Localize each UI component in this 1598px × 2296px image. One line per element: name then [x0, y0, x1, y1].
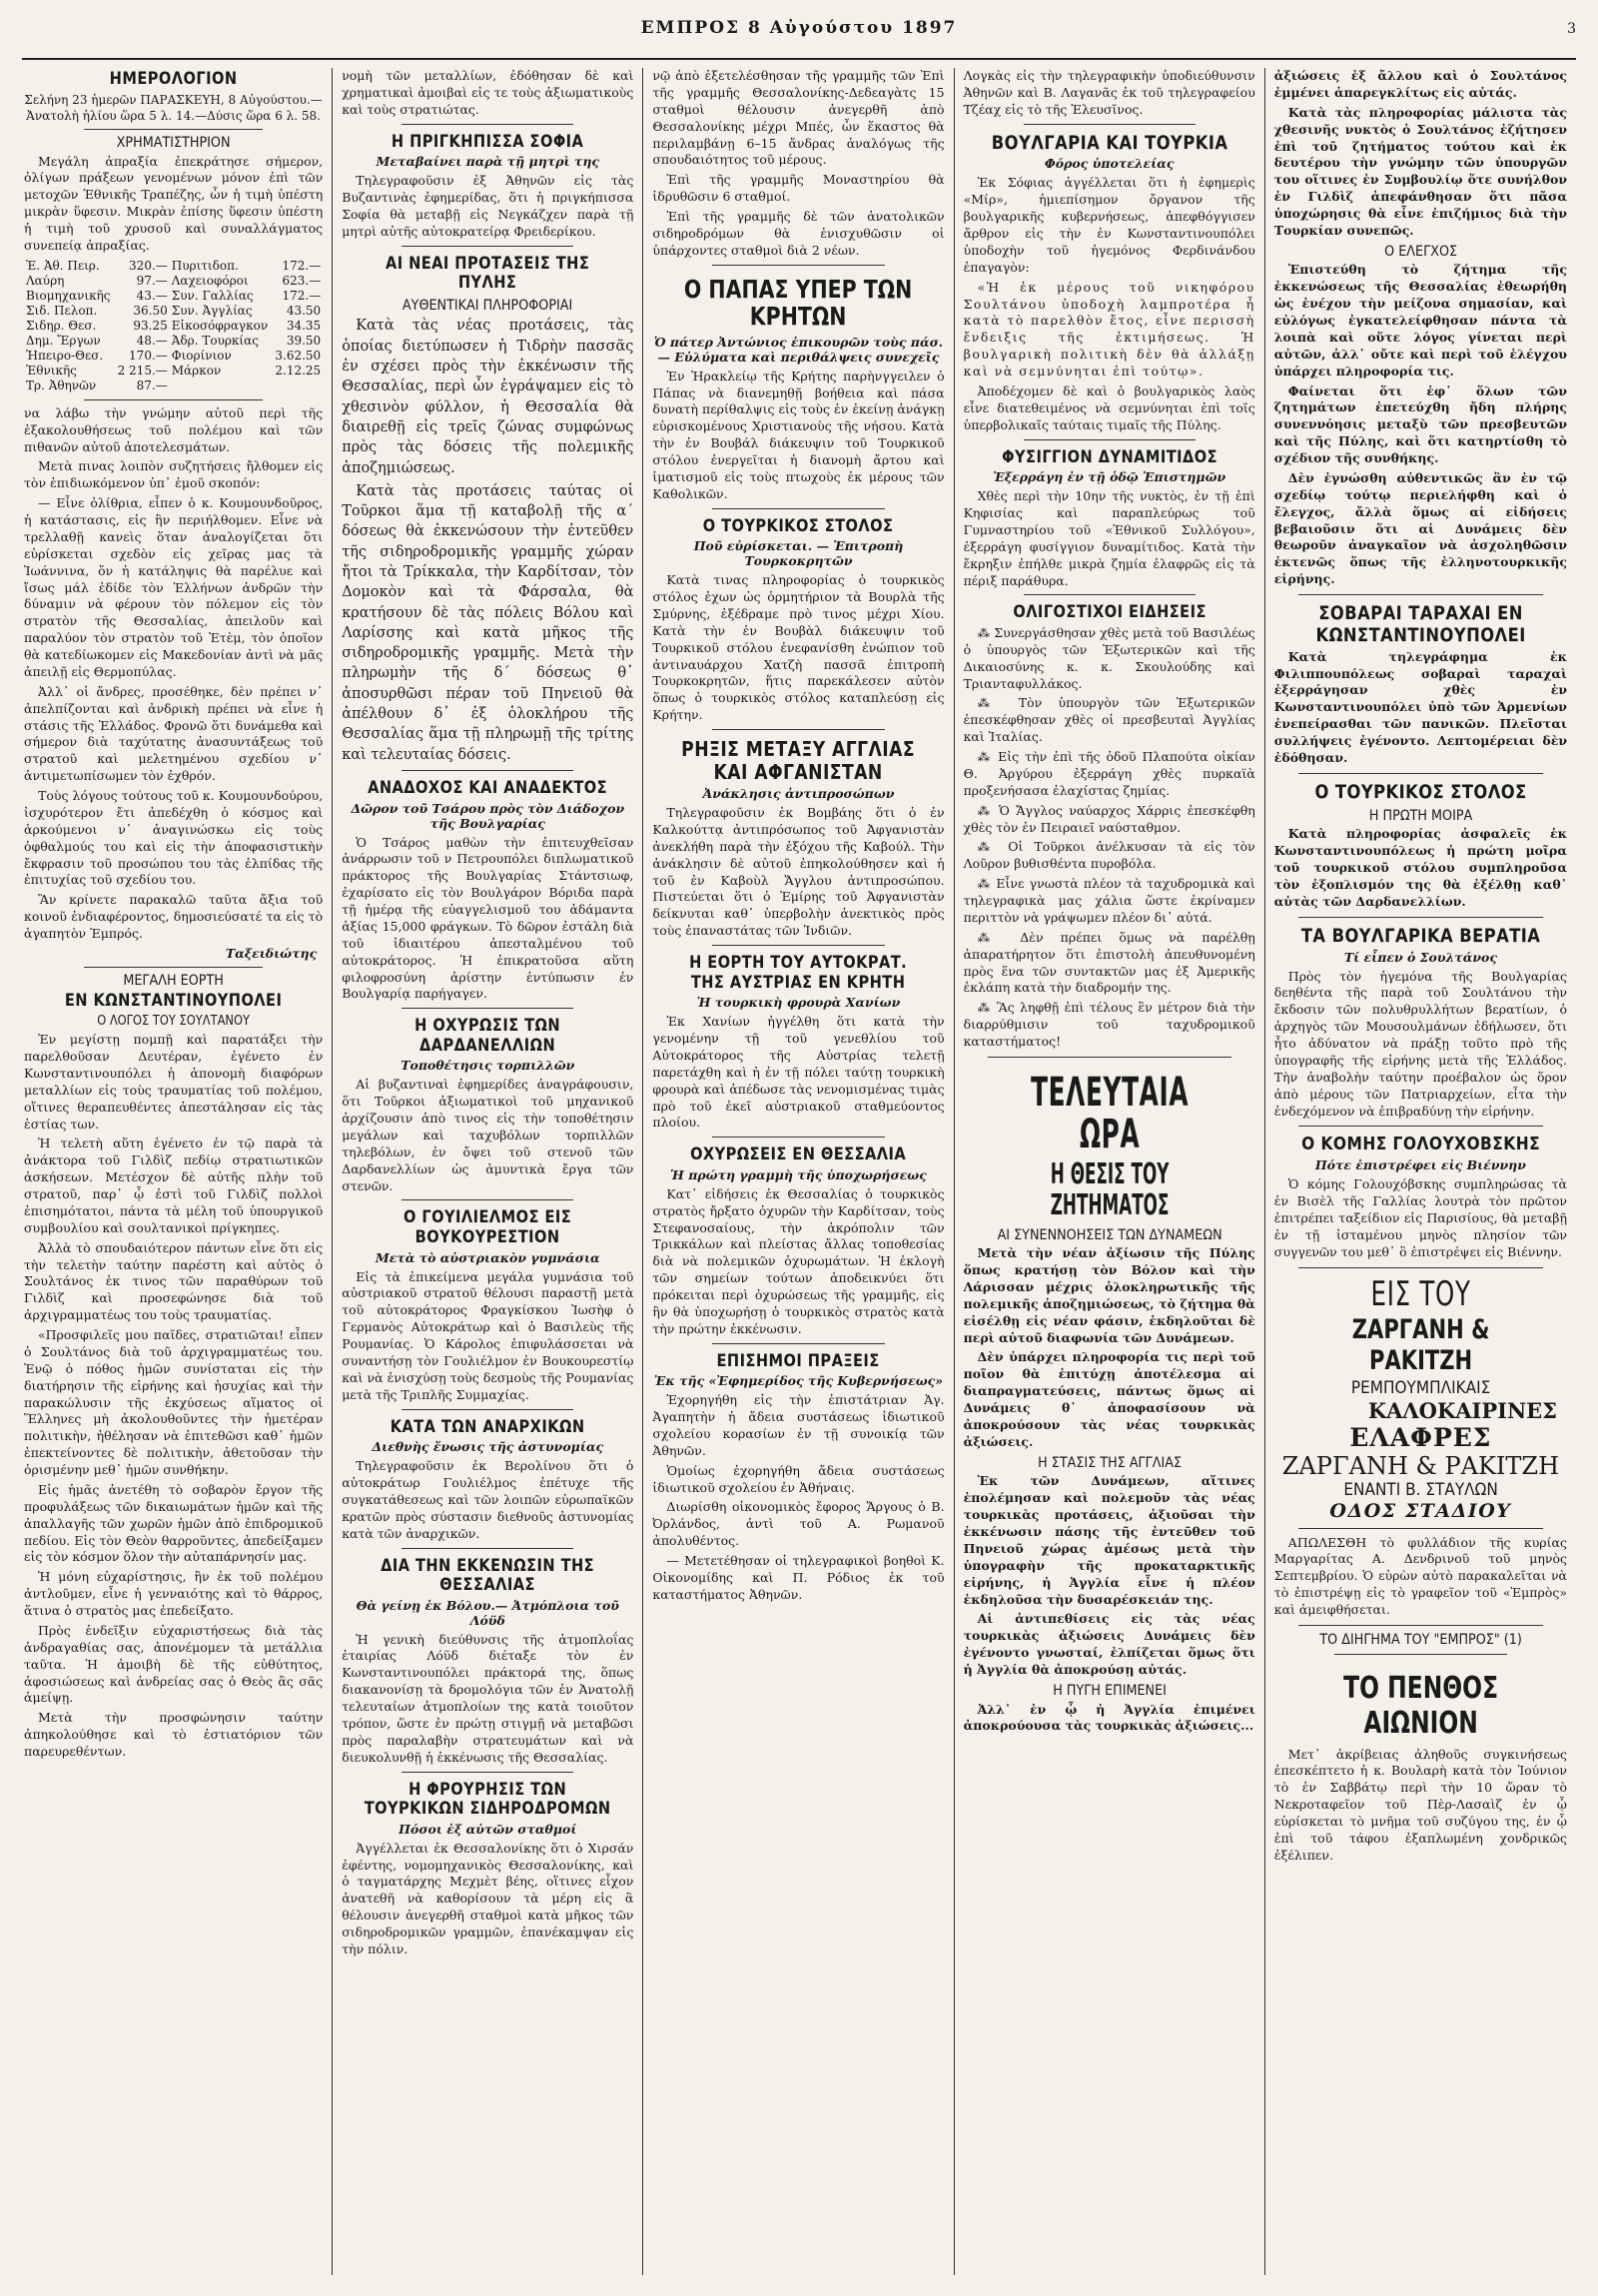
market-price: 3.62.50 [275, 348, 322, 363]
article-text: Ἀλλὰ τὸ σπουδαιότερον πάντων εἶνε ὅτι εἰς τὴν τελετὴν ταύτην παρέστη καὶ αὐτὸς ὁ Σουλτάνος ἐκ τινος τῶν παραθύρων τοῦ Γιλδὶζ καὶ προσεφώνησε διὰ τοῦ ἀρχιγραμματέως του τοὺς τραυματίας. [24, 1239, 324, 1323]
masthead [22, 18, 1576, 60]
proposals-subheading: ΑΥΘΕΝΤΙΚΑΙ ΠΛΗΡΟΦΟΡΙΑΙ [402, 297, 573, 314]
market-price: 170.— [129, 348, 168, 363]
market-price: 2.12.25 [275, 363, 322, 378]
article-text: «Ἡ ἐκ μέρους τοῦ νικηφόρου Σουλτάνου ὑποδοχὴ λαμπροτέρα ἦ κατὰ τὸ παρελθὸν ἔτος, εἶνε περισσὴ ἔνδειξις τῆς ἐκτιμήσεως. Ἡ βουλγαρικὴ πολιτικὴ δὲν θὰ ἀλλάξῃ καὶ νὰ σεμνύνηται ἐπὶ τούτῳ». [963, 279, 1255, 380]
market-price: 34.35 [286, 318, 322, 333]
divider [1334, 1654, 1507, 1655]
dardanelles-subheading: Τοποθέτησις τορπιλλῶν [400, 1058, 575, 1074]
article-text: Κατὰ τὰς προτάσεις ταύτας οἱ Τοῦρκοι ἅμα τῇ καταβολῇ τῆς α΄ δόσεως θὰ ἐκκενώσουν τὴν ἐντεῦθεν τῆς σιδηροδρομικῆς γραμμῆς χώραν ἤτοι τὰ Τρίκκαλα, τὴν Καρδίτσαν, τὸν Δομοκὸν καὶ τὰ Φάρσαλα, θὰ κρατήσουν δὲ τὰς πόλεις Βόλου καὶ Λαρίσσης καὶ κατὰ μῆκος τῆς σιδηροδρομικῆς γραμμῆς. Μετὰ τὴν πληρωμὴν τῆς δ΄ δόσεως θ᾽ ἀποσυρθῶσι πέραν τοῦ Πηνειοῦ θὰ ἀπέλθουν δ᾽ ἐξ ὁλοκλήρου τῆς Θεσσαλίας ἅμα τῇ πληρωμῇ τῆς τρίτης καὶ τελευταίας δόσεις. [342, 482, 634, 763]
brief-item: ⁂ Εἶνε γνωστὰ πλέον τὰ ταχυδρομικὰ καὶ τηλεγραφικὰ μας χάλια ὥστε ἐκρίναμεν περιττὸν νὰ γράψωμεν πλέον δι᾽ αὐτά. [963, 876, 1255, 925]
market-security [170, 379, 273, 393]
lost-notice: ΑΠΩΛΕΣΘΗ τὸ φυλλάδιον τῆς κυρίας Μαργαρίτας Α. Δενδρινοῦ τοῦ μηνὸς Σεπτεμβρίου. Ὁ εὑρὼν αὐτὸ παρακαλεῖται νὰ τὸ ἐπιστρέψῃ εἰς τὸ γραφεῖον τοῦ «Ἐμπρὸς» καὶ ἀμειφθήσεται. [1273, 1534, 1567, 1618]
market-security: Μάρκον [171, 363, 222, 378]
last-hour-subheading: Η ΘΕΣΙΣ ΤΟΥ ΖΗΤΗΜΑΤΟΣ [1050, 1156, 1170, 1221]
divider [84, 967, 263, 968]
ad-shop-name: ΖΑΡΓΑΝΗ & ΡΑΚΙΤΖΗ [1281, 1451, 1559, 1480]
brief-item: ⁂ Δὲν πρέπει ὅμως νὰ παρέλθῃ ἀπαρατήρητον ὅτι ἐπιστολὴ ἀπευθυνομένη πρὸς ἕνα τῶν συντακτῶν μας ἐξ Ἀμερικῆς ἐκλάπη κατὰ τὴν διαδρομήν της. [963, 929, 1255, 996]
brief-item: ⁂ Συνεργάσθησαν χθὲς μετὰ τοῦ Βασιλέως ὁ ὑπουργὸς τῶν Ἐξωτερικῶν καὶ τῆς Δικαιοσύνης κ. κ. Σκουλούδης καὶ Τριανταφυλλάκος. [963, 624, 1255, 691]
market-security: Τρ. Ἀθηνῶν [26, 378, 97, 392]
anarchists-subheading: Διεθνὴς ἔνωσις τῆς ἀστυνομίας [372, 1439, 604, 1455]
market-security: Σιδηρ. Θεσ. [26, 318, 97, 333]
article-text: Χθὲς περὶ τὴν 10ην τῆς νυκτὸς, ἐν τῇ ἐπὶ Κηφισίας καὶ παραπλεύρως τοῦ Γυμναστηρίου τοῦ «Ἐθνικοῦ Συλλόγου», ἐξερράγη φυσίγγιον δυναμίτιδος. Κατὰ τὴν ἔκρηξιν ἐπήλθε μικρὰ ζημία ἐλαφρῶς εἰς τὰ πέριξ παράθυρα. [963, 488, 1255, 588]
divider [1024, 124, 1196, 125]
brief-item: ⁂ Τὸν ὑπουργὸν τῶν Ἐξωτερικῶν ἐπεσκέφθησαν χθὲς οἱ πρεσβευταὶ Ἀγγλίας καὶ Ἰταλίας. [963, 695, 1255, 745]
market-security: Λαύρη [26, 273, 65, 288]
market-price: 623.— [282, 273, 322, 288]
market-security: Φιορίνιον [171, 348, 232, 363]
afghanistan-heading: ΡΗΞΙΣ ΜΕΤΑΞΥ ΑΓΓΛΙΑΣ ΚΑΙ ΑΦΓΑΝΙΣΤΑΝ [681, 737, 916, 785]
calendar-heading: ΗΜΕΡΟΛΟΓΙΟΝ [109, 69, 238, 89]
afghanistan-subheading: Ἀνάκλησις ἀντιπροσώπων [702, 786, 895, 802]
market-price: 2 215.— [117, 363, 168, 378]
official-acts-heading: ΕΠΙΣΗΜΟΙ ΠΡΑΞΕΙΣ [716, 1350, 881, 1371]
railways-heading: Η ΦΡΟΥΡΗΣΙΣ ΤΩΝ ΤΟΥΡΚΙΚΩΝ ΣΙΔΗΡΟΔΡΟΜΩΝ [364, 1779, 611, 1820]
article-text: Τηλεγραφοῦσιν ἐξ Ἀθηνῶν εἰς τὰς Βυζαντινὰς ἐφημερίδας, ὅτι ἡ πριγκήπισσα Σοφία θὰ μεταβῇ εἰς Νεγκάζχεν παρὰ τῇ μητρὶ αὐτῆς αὐτοκρατείρᾳ Φρειδερίκου. [342, 173, 634, 239]
market-row [24, 274, 323, 289]
divider [401, 1772, 573, 1773]
market-price: 172.— [282, 258, 322, 273]
market-row [24, 319, 323, 334]
berats-subheading: Τί εἶπεν ὁ Σουλτάνος [1343, 949, 1497, 965]
column-4 [955, 68, 1265, 2275]
calendar-text: Σελήνη 23 ἡμερῶν ΠΑΡΑΣΚΕΥΗ, 8 Αὐγούστου.—Ἀνατολὴ ἡλίου ὥρα 5 λ. 14.—Δύσις ὥρα 6 λ. 58. [24, 92, 323, 123]
article-text: Κατὰ τὰς νέας προτάσεις, τὰς ὁποίας διετύπωσεν ἡ Τιδρὴν πασσᾶς ἐν σχέσει πρὸς τὴν ἐκκένωσιν τῆς Θεσσαλίας, περὶ ὧν ἐγράψαμεν εἰς τὸ χθεσινὸν φύλλον, ἡ Θεσσαλία θὰ διαιρεθῇ εἰς τρεῖς ζώνας συμφώνως πρὸς τὰς δόσεις τῆς πολεμικῆς ἀποζημιώσεως. [342, 318, 634, 476]
last-hour-heading: ΤΕΛΕΥΤΑΙΑ ΩΡΑ [1030, 1069, 1189, 1157]
market-price: 43.— [136, 288, 168, 303]
market-security: Συν. Γαλλίας [171, 288, 254, 303]
article-text: Ὁ κόμης Γολουχόβσκης συμπληρώσας τὰ ἐν Βισὲλ τῆς Γαλλίας λουτρὰ τὸν πρῶτον ἐπιτρέπει ταξείδιον εἰς Παρισίους, θὰ μεταβῇ ἐν τῇ ἰσταμένου μηνὸς πλησίον τῶν συγγενῶν του μεθ᾽ ὃ ἐπιστρέψει εἰς Βιέννην. [1273, 1176, 1567, 1259]
article-text: νῷ ἀπὸ ἐξετελέσθησαν τῆς γραμμῆς τῶν Ἐπὶ τῆς γραμμῆς Θεσσαλονίκης-Δεδεαγὰτς 15 σταθμοὶ θέλουσιν ἀνεγερθῆ ἀπὸ Θεσσαλονίκης μέχρι Μπές, ὧν ἕκαστος θὰ περιλαμβάνῃ 6–15 ἄνδρας ἀναλόγως τῆς σπουδαιότητος τοῦ μέρους. [652, 68, 945, 168]
ad-line: ΕΝΑΝΤΙ Β. ΣΤΑΥΛΩΝ [1343, 1479, 1498, 1500]
divider [1298, 594, 1543, 595]
sofia-subheading: Μεταβαίνει παρὰ τῇ μητρὶ της [376, 154, 600, 170]
fleet-heading: Ο ΤΟΥΡΚΙΚΟΣ ΣΤΟΛΟΣ [703, 515, 894, 536]
divider [1298, 1625, 1543, 1626]
divider [1298, 917, 1543, 918]
article-text: Δὲν ἐγνώσθη αὐθεντικῶς ἂν ἐν τῷ σχεδίῳ τούτῳ περιελήφθη καὶ ὁ ἔλεγχος, ἄλλὰ ὅμως αἱ εἰδήσεις βεβαιοῦσιν ὅτι αἱ Δυνάμεις δὲν θεωροῦν ἀναγκαῖον νὰ ἀσχοληθῶσιν ἐκτενῶς ὅπως τῆς ἐλληνοτουρκικῆς εἰρήνης. [1273, 469, 1567, 587]
divider [712, 729, 884, 730]
column-2 [333, 68, 643, 2275]
market-security: Ἐ. Ἀθ. Πειρ. [26, 258, 100, 273]
ad-line: ΚΑΛΟΚΑΙΡΙΝΕΣ [1367, 1397, 1557, 1423]
wilhelm-subheading: Μετὰ τὸ αὐστριακὸν γυμνάσια [375, 1249, 600, 1265]
article-text: Ἂν κρίνετε παρακαλῶ ταῦτα ἄξια τοῦ κοινοῦ ἐνδιαφέροντος, δημοσιεύσατέ τα εἰς τὸ ἀγαπητὸν Ἐμπρός. [24, 892, 324, 942]
divider [84, 129, 263, 130]
page-number: 3 [1567, 21, 1576, 37]
ad-line: ΕΛΑΦΡΕΣ [1349, 1422, 1492, 1452]
brief-item: ⁂ Ὁ Ἄγγλος ναύαρχος Χάρρις ἐπεσκέφθη χθὲς τὸν ἐν Πειραιεῖ ναύσταθμον. [963, 802, 1255, 835]
article-text: Εἰς τὰ ἐπικείμενα μεγάλα γυμνάσια τοῦ αὐστριακοῦ στρατοῦ θέλουσι παραστῇ μετὰ τοῦ αὐτοκράτορος Φραγκίσκου Ἰωσὴφ ὁ Γερμανὸς Αὐτοκράτωρ καὶ ὁ Βασιλεὺς τῆς Ρουμανίας. Ὁ Κάρολος ἐπιφυλάσσεται νὰ συναντήσῃ τὸν Γουλιέλμον ἐν Βουκουρεστίῳ καὶ νὰ ἐνισχύσῃ τοὺς δεσμοὺς τῆς Ρουμανίας μετὰ τῆς Τριπλῆς Συμμαχίας. [342, 1268, 634, 1402]
market-price: 43.50 [286, 303, 322, 318]
market-price: 320.— [129, 258, 168, 273]
article-text: Ἐχορηγήθη εἰς τὴν ἐπιστάτριαν Ἀγ. Ἀγαπητὴν ἡ ἄδεια συστάσεως ἰδιωτικοῦ σχολείου κορασίων ἐν τῇ συνοικίᾳ τῶν Ἀθηνῶν. [652, 1392, 945, 1458]
market-row [24, 259, 323, 274]
market-table [24, 259, 323, 393]
masthead-title: ΕΜΠΡΟΣ 8 Αὐγούστου 1897 [640, 18, 958, 38]
divider [84, 399, 263, 400]
columns [22, 68, 1576, 2275]
evacuation-heading: ΔΙΑ ΤΗΝ ΕΚΚΕΝΩΣΙΝ ΤΗΣ ΘΕΣΣΑΛΙΑΣ [381, 1555, 595, 1596]
article-text: Ἐν μεγίστῃ πομπῇ καὶ παρατάξει τὴν παρελθοῦσαν Δευτέραν, ἐγένετο ἐν Κωνσταντινουπόλει ἡ ἀπονομὴ διαφόρων μεταλλίων εἰς τοὺς τραυματίας τοῦ πολέμου, οἵτινες θεραπευθέντες ἀπεστάλησαν εἰς τὰς ἑστίας των. [24, 1032, 324, 1132]
market-price: 97.— [136, 273, 168, 288]
article-text: Ἐκ Χανίων ἠγγέλθη ὅτι κατὰ τὴν γενομένην τῇ τοῦ γενεθλίου τοῦ Αὐτοκράτορος τῆς Αὐστρίας τελετῇ παρετάχθη καὶ ἡ ἐν τῇ πόλει ταύτῃ τουρκικὴ φρουρὰ καὶ ἀπέδωσε τὰς νενομισμένας τιμὰς πρὸ τοῦ ἐκεῖ αὐστριακοῦ σταθμεύοντος πλοίου. [652, 1014, 945, 1131]
market-price: 48.— [136, 333, 168, 348]
divider [712, 508, 884, 509]
article-text: Φαίνεται ὅτι ἐφ᾽ ὅλων τῶν ζητημάτων ἐπετεύχθη ἤδη πλήρης συνεννόησις μεταξὺ τῶν πρεσβευτῶν καὶ τῆς Πύλης, καὶ ὅτι κατηρτίσθη τὸ σχέδιον τῆς συνθήκης. [1273, 383, 1567, 466]
article-text: νομὴ τῶν μεταλλίων, ἐδόθησαν δὲ καὶ χρηματικαὶ ἀμοιβαὶ εἰς τε τοὺς ἀξιωματικοὺς καὶ τοὺς στρατιώτας. [342, 68, 634, 117]
divider [988, 1057, 1231, 1058]
pope-heading: Ο ΠΑΠΑΣ ΥΠΕΡ ΤΩΝ ΚΡΗΤΩΝ [684, 274, 913, 332]
brief-item: ⁂ Ἂς ληφθῇ ἐπὶ τέλους ἓν μέτρον διὰ τὴν διαρρύθμισιν τοῦ ταχυδρομικοῦ καταστήματος! [963, 1000, 1255, 1050]
last-hour-small-heading: ΑΙ ΣΥΝΕΝΝΟΗΣΕΙΣ ΤΩΝ ΔΥΝΑΜΕΩΝ [997, 1226, 1222, 1243]
divider [401, 1008, 573, 1009]
column-5 [1265, 68, 1576, 2275]
article-text: Ἀγγέλλεται ἐκ Θεσσαλονίκης ὅτι ὁ Χιρσάν ἐφέντης, νομομηχανικὸς Θεσσαλονίκης, καὶ ὁ ταγματάρχης Μεχμὲτ βέης, οἵτινες εἶχον ἀνατεθῆ νὰ καθορίσουν τὰ μέρη εἰς ἃ θέλουσιν ἀνεγερθῆ σταθμοὶ κατὰ μῆκος τῶν σιδηροδρομικῶν γραμμῶν, ἐπανέκαμψαν εἰς τὴν πόλιν. [342, 1840, 634, 1956]
market-row [24, 379, 323, 393]
divider [401, 246, 573, 247]
dynamite-heading: ΦΥΣΙΓΓΙΟΝ ΔΥΝΑΜΙΤΙΔΟΣ [1001, 446, 1217, 467]
column-1 [22, 68, 333, 2275]
article-byline: Ταξειδιώτης [225, 945, 318, 961]
story-heading: ΤΟ ΔΙΗΓΗΜΑ ΤΟΥ "ΕΜΠΡΟΣ" (1) [1319, 1631, 1522, 1648]
official-acts-subheading: Ἐκ τῆς «Ἐφημερίδος τῆς Κυβερνήσεως» [653, 1373, 944, 1389]
article-text: Ἀποδέχομεν δὲ καὶ ὁ βουλγαρικὸς λαὸς εἶνε διατεθειμένος νὰ σεμνύνηται ἐπὶ τοῖς ὑπερβολικαῖς ταύταις τιμαῖς τῆς Πύλης. [963, 383, 1255, 432]
porte-heading: Η ΠΥΓΗ ΕΠΙΜΕΝΕΙ [1052, 1682, 1167, 1699]
ad-address: ΟΔΟΣ ΣΤΑΔΙΟΥ [1329, 1499, 1512, 1522]
article-text: Ὁ Τσάρος μαθὼν τὴν ἐπιτευχθεῖσαν ἀνάρρωσιν τοῦ ν Πετρουπόλει διπλωματικοῦ πράκτορος τῆς Βουλγαρίας Στάντσιωφ, ἐχαρίσατο εἰς τὸν Βουλγάρον Βόριδα παρὰ τῇ ἡμέρᾳ τῆς εὐαγγελισμοῦ του ἀδάμαντα ἀξίας 15,000 φράγκων. Τὸ δῶρον ἐστάλη διὰ τοῦ ἰδιαιτέρου ἀπεσταλμένου τοῦ αὐτοκράτορος. Ἡ ἐπικρατοῦσα αὕτη φιλοφροσύνη ἀρίστην ἐντύπωσιν ἐν Βουλγαρίᾳ παρήγαγεν. [342, 834, 634, 1002]
article-text: ἀξιώσεις ἐξ ἄλλου καὶ ὁ Σουλτάνος ἐμμένει ἀπαρεγκλίτως εἰς αὐτάς. [1273, 68, 1567, 100]
market-price: 87.— [136, 378, 168, 392]
market-security: Πυριτιδοπ. [171, 258, 239, 273]
article-text: Ἐπιστεύθη τὸ ζήτημα τῆς ἐκκενώσεως τῆς Θεσσαλίας ἐθεωρήθη ὡς ἐνέχον τὴν μείζονα σημασίαν, καὶ εὐλόγως ἐγκατελείφθησαν πάντα τὰ λοιπὰ καὶ οὕτε λόγος γίνεται περὶ αὐτῶν, ἀλλ᾽ οὔτε καὶ περὶ τοῦ ἐλέγχου ὑπάρχει πληροφορία τις. [1273, 262, 1567, 379]
market-security: Δημ. Ἔργων [26, 333, 101, 348]
divider [712, 1343, 884, 1344]
goluchowski-subheading: Πότε ἐπιστρέφει εἰς Βιέννην [1314, 1157, 1526, 1173]
market-row [24, 289, 323, 304]
article-text: να λάβω τὴν γνώμην αὐτοῦ περὶ τῆς ἐξακολουθήσεως τοῦ πολέμου καὶ τῶν πιθανῶν αὐτοῦ ἀποτελεσμάτων. [24, 404, 324, 454]
article-text: — Εἶνε ὀλίθρια, εἶπεν ὁ κ. Κουμουνδοῦρος, ἡ κατάστασις, εἰς ἣν περιήλθομεν. Εἶνε νὰ τρελλαθῇ κανεὶς ὅταν ἀναλογίζεται ὅτι εὑρίσκεται σχεδὸν εἰς χεῖρας μας τὰ Ἰωάννινα, ὅν ἡ κατάληψις θὰ παρέλυε καὶ ἴσως μάλ ἐδίδε τὸν Ἐλλήνων ἀνδρῶν τὴν δύναμιν νὰ φέρουν τὸν πόλεμον εἰς τὸν στρατὸν τῆς Θεσσαλίας, ἀπειλοῦν καὶ παραλύον τὸν στρατὸν τοῦ Ἐτὲμ, τὸν ὁποῖον θὰ κατεδίωκομεν εἰς Μακεδονίαν ἀντὶ νὰ μᾶς ἀπειλῇ εἰς Θερμοπύλας. [24, 495, 324, 679]
article-text: Κατὰ τὰς πληροφορίας μάλιστα τὰς χθεσινῆς νυκτὸς ὁ Σουλτάνος ἐζήτησεν ἐπὶ τοῦ ζητήματος τούτου καὶ ἐκ δευτέρου τὴν γνώμην τῶν ὑπουργῶν του οἵτινες ἐν Συμβουλίῳ ὅτε συνήλθον ἐν Γιλδὶζ ἀπεφάνθησαν ὅτι πᾶσα ὑποχώρησις θὰ εἶνε ἐπιζήμιος διὰ τὴν Τουρκίαν συνεπῶς. [1273, 104, 1567, 238]
ad-shop-name: ΖΑΡΓΑΝΗ & ΡΑΚΙΤΖΗ [1351, 1313, 1490, 1376]
turkish-fleet-heading: Ο ΤΟΥΡΚΙΚΟΣ ΣΤΟΛΟΣ [1314, 780, 1527, 803]
market-row [24, 364, 323, 379]
article-text: Διωρίσθη οἰκονομικὸς ἔφορος Ἄργους ὁ Β. Ὀρλάνδος, ἀντὶ τοῦ Α. Ρωμανοῦ ἀπολυθέντος. [652, 1499, 945, 1549]
divider [401, 1199, 573, 1200]
article-text: Ἡ μόνη εὐχαρίστησις, ἣν ἐκ τοῦ πολέμου ἀντλοῦμεν, εἶνε ἡ γενναιότης καὶ τὸ θάρρος, ἅτινα ὁ στρατὸς μας ἐπεδείξατο. [24, 1569, 324, 1618]
austria-heading: Η ΕΟΡΤΗ ΤΟΥ ΑΥΤΟΚΡΑΤ. ΤΗΣ ΑΥΣΤΡΙΑΣ ΕΝ ΚΡΗΤΗ [689, 953, 908, 993]
market-security: Ἠπειρο-Θεσ. [26, 348, 104, 363]
divider [1298, 1126, 1543, 1127]
article-text: Λογκὰς εἰς τὴν τηλεγραφικὴν ὑποδιεύθυνσιν Ἀθηνῶν καὶ Β. Λαγανᾶς ἐκ τοῦ τηλεγραφείου Τζέαχ εἰς τὸ τῆς Ἐλευσῖνος. [963, 68, 1255, 117]
market-price: 93.25 [133, 318, 168, 333]
divider [401, 1548, 573, 1549]
divider [401, 1409, 573, 1410]
evacuation-subheading: Θὰ γείνῃ ἐκ Βόλου.— Ἀτμόπλοια τοῦ Λόϋδ [356, 1597, 619, 1628]
article-text: Δὲν ὑπάρχει πληροφορία τις περὶ τοῦ ποῖον θὰ ἐπιτύχῃ ἀποτέλεσμα αἱ διαπραγματεύσεις, πάντως ὅμως αἱ Δυνάμεις θ᾽ ἀποφασίσουν νὰ ἀποκρούσουν τὰς νέας τουρκικὰς ἀξιώσεις. [963, 1349, 1255, 1449]
article-text: Ἐκ Σόφιας ἀγγέλλεται ὅτι ἡ ἐφημερὶς «Μίρ», ἡμιεπίσημον ὄργανον τῆς βουλγαρικῆς κυβερνήσεως, ἀπεφθόγγισεν ἄρθρον εἰς τὴν ἐν Κωνσταντινουπόλει ὑποδοχὴν τοῦ ἡγεμόνος Φερδινάνδου ἐπαγαγὸν: [963, 175, 1255, 275]
article-text: Ἡ τελετὴ αὕτη ἐγένετο ἐν τῷ παρὰ τὰ ἀνάκτορα τοῦ Γιλδὶζ πεδίῳ στρατιωτικῶν ἀσκήσεων. Μετέσχον δὲ αὐτῆς πλὴν τοῦ στρατοῦ, παρ᾽ ᾧ ἐστὶ τοῦ Γιλδὶζ πολλοὶ ἐπισημότατοι, πάντα τὰ μέλη τοῦ ὑπουργικοῦ συμβουλίου καὶ σουλτανικοὶ πρίγκηπες. [24, 1136, 324, 1235]
england-heading: Η ΣΤΑΣΙΣ ΤΗΣ ΑΓΓΛΙΑΣ [1037, 1454, 1182, 1471]
column-3 [643, 68, 954, 2275]
market-security: Ἐθνικῆς [26, 363, 77, 378]
market-security: Σιδ. Πελοπ. [26, 303, 98, 318]
market-security: Βιομηχανικῆς [26, 288, 111, 303]
sofia-heading: Η ΠΡΙΓΚΗΠΙΣΣΑ ΣΟΦΙΑ [392, 131, 584, 152]
article-text: Μετὰ τὴν προσφώνησιν ταύτην ἀπηκολούθησε καὶ τὸ ἑστιατόριον τῶν παρευρεθέντων. [24, 1710, 324, 1759]
article-text: Μετὰ πινας λοιπὸν συζητήσεις ἤλθομεν εἰς τὸν ἐπιδιωκόμενον ὑπ᾽ ἐμοῦ σκοπόν: [24, 458, 324, 491]
advertisement [1274, 1274, 1567, 1522]
article-text: Τηλεγραφοῦσιν ἐκ Βομβάης ὅτι ὁ ἐν Καλκούττᾳ ἀντιπρόσωπος τοῦ Ἀφγανιστὰν ἀνεκλήθη παρὰ τὴν ἐξόχου τῆς Καβούλ. Τὴν ἀνάκλησιν δὲ αὐτοῦ ἐπηκολούθησεν καὶ ἡ τοῦ ἐν Καβοὺλ Ἄγγλου ἀντιπροσώπου. Πιστεύεται ὅτι ὁ Ἐμίρης τοῦ Ἀφγανιστὰν δείκνυται καθ᾽ ὑπερβολὴν ἀνεκτικὸς πρὸς τοὺς ἐπαναστάτας τῶν Ἰνδιῶν. [652, 805, 945, 939]
dynamite-subheading: Ἐξερράγη ἐν τῇ ὁδῷ Ἐπιστημῶν [993, 469, 1226, 485]
bulgaria-heading: ΒΟΥΛΓΑΡΙΑ ΚΑΙ ΤΟΥΡΚΙΑ [991, 131, 1228, 154]
thessaly-heading: ΟΧΥΡΩΣΕΙΣ ΕΝ ΘΕΣΣΑΛΙΑ [690, 1145, 907, 1165]
story-text: Μετ᾽ ἀκρίβειας ἀληθοῦς συγκινήσεως ἐπεσκέπτετο ἡ κ. Βουλαρὴ κατὰ τὸν Ἰούνιον τὸ ἐν Σαββάτῳ περὶ τὴν 10 ὥραν τὸ Νεκροταφεῖον τοῦ Πὲρ-Λασαὶζ ἐν ᾧ εὑρίσκεται τὸ μνῆμα τοῦ συζύγου της, ἐν ᾧ ἐπὶ τοῦ τάφου ἐξαπλωμένη χονδρικῶς ἐξέλιπεν. [1273, 1746, 1567, 1863]
article-text: Εἰς ἡμᾶς ἀνετέθη τὸ σοβαρὸν ἔργον τῆς προφυλάξεως τῶν δικαιωμάτων ἡμῶν καὶ τῆς ἀπαλλαγῆς τῶν χωρῶν ἡμῶν ἀπὸ ἐπιδρομικοῦ πεδίου. Εἰς τὸν Θεὸν θαρροῦντες, ἀπεδείξαμεν εἰς τὸν κόσμον ὅλον τὴν αὐταπάρνησίν μας. [24, 1481, 324, 1565]
article-text: Ἀλλ᾽ ἐν ᾧ ἡ Ἀγγλία ἐπιμένει ἀποκρούουσα τὰς τουρκικὰς ἀξιώσεις... [963, 1701, 1255, 1734]
feast-heading-line-1: ΜΕΓΑΛΗ ΕΟΡΤΗ [123, 972, 224, 989]
market-price: 36.50 [133, 303, 168, 318]
brief-news-heading: ΟΛΙΓΟΣΤΙΧΟΙ ΕΙΔΗΣΕΙΣ [1012, 602, 1206, 623]
market-security: Λαχειοφόροι [171, 273, 249, 288]
brief-item: ⁂ Οἱ Τοῦρκοι ἀνέλκυσαν τὰ εἰς τὸν Λοῦρον βυθισθέντα πυροβόλα. [963, 839, 1255, 872]
thessaly-subheading: Ἡ πρώτη γραμμὴ τῆς ὑποχωρήσεως [670, 1166, 927, 1182]
article-text: Ἀλλ᾽ οἱ ἄνδρες, προσέθηκε, δὲν πρέπει ν᾽ ἀπελπίζονται καὶ ἀνδρικὴ πρέπει νὰ εἶνε ἡ στάσις τῆς Ἑλλάδος. Φρονῶ ὅτι δυνάμεθα καὶ σήμερον διὰ ταχύτατης ἀνασυντάξεως τοῦ στρατοῦ καὶ μελετημένου σχεδίου ν᾽ ἀντιμετωπίσωμεν τὸν ἐχθρόν. [24, 683, 324, 784]
riots-heading: ΣΟΒΑΡΑΙ ΤΑΡΑΧΑΙ ΕΝ ΚΩΝΣΤΑΝΤΙΝΟΥΠΟΛΕΙ [1315, 602, 1526, 646]
divider [1024, 594, 1196, 595]
article-text: «Προσφιλεῖς μου παῖδες, στρατιῶται! εἶπεν ὁ Σουλτάνος διὰ τοῦ ἀρχιγραμματέως του. Ἐνῷ ὁ πόθος ἡμῶν συνίσταται εἰς τὴν διατήρησιν τῆς εἰρήνης καὶ ἡσυχίας καὶ τὴν παρακώλυσιν τῆς ἐκχύσεως αἵματος οἱ Ἕλληνες μὴ ἀκολουθοῦντες τὴν ἡμετέραν πολιτικὴν, ἠθέλησαν νὰ ἐπιτεθῶσι καθ᾽ ἡμῶν ἐπεκτείνοντες δὲ πολιτικὴν, ἀθετοῦσαν τὴν ὀρισμένην μεθ᾽ ἡμῶν συνθήκην. [24, 1327, 324, 1477]
market-price [272, 379, 323, 393]
article-text: Ἐπὶ τῆς γραμμῆς Μοναστηρίου θὰ ἱδρυθῶσιν 6 σταθμοί. [652, 172, 945, 205]
article-text: Αἱ ἀντιπεθίσεις εἰς τὰς νέας τουρκικὰς ἀξιώσεις Δυνάμεις δὲν ἐγένοντο γνωσταί, ἐλπίζεται ὅμως ὅτι ἡ Ἀγγλία θὰ ἀποκρούσῃ αὐτάς. [963, 1611, 1255, 1677]
feast-heading-line-2: ΕΝ ΚΩΝΣΤΑΝΤΙΝΟΥΠΟΛΕΙ [64, 990, 283, 1011]
bourse-text: Μεγάλη ἀπραξία ἐπεκράτησε σήμερον, ὀλίγων πράξεων γενομένων μόνον ἐπὶ τῶν μετοχῶν Ἐθνικῆς Τραπέζης, ὧν ἡ τιμὴ ὑπέστη μικρὰν ὕφεσιν. Μικρὰν ἐπίσης ὕφεσιν ὑπέστη ἡ τιμὴ τοῦ χρυσοῦ καὶ συναλλάγματος συνεπείᾳ ἀπραξίας. [24, 153, 324, 253]
article-text: Κατὰ τηλεγράφημα ἐκ Φιλιππουπόλεως σοβαραὶ ταραχαὶ ἐξερράγησαν χθὲς ἐν Κωνσταντινουπόλει ὑπὸ τῶν Ἀρμενίων ἐνεπείρασθαι τῶν πανικῶν. Πλεῖσται συλλήψεις ἐγένοντο. Λεπτομέρειαι δὲν ἐδόθησαν. [1273, 648, 1567, 765]
market-security: Εἰκοσόφραγκον [171, 318, 269, 333]
goluchowski-heading: Ο ΚΟΜΗΣ ΓΟΛΟΥΧΟΒΣΚΗΣ [1300, 1134, 1540, 1155]
bourse-heading: ΧΡΗΜΑΤΙΣΤΗΡΙΟΝ [116, 134, 231, 151]
berats-heading: ΤΑ ΒΟΥΛΓΑΡΙΚΑ ΒΕΡΑΤΙΑ [1300, 924, 1541, 947]
article-text: Τηλεγραφοῦσιν ἐκ Βερολίνου ὅτι ὁ αὐτοκράτωρ Γουλιέλμος ἐπέτυχε τῆς συγκατάθεσεως καὶ τῶν λοιπῶν εὐρωπαϊκῶν κρατῶν πρὸς σύστασιν διεθνοῦς ἀστυνομίας κατὰ τῶν ἀναρχικῶν. [342, 1458, 634, 1541]
divider [1298, 773, 1543, 774]
article-text: Κατὰ πληροφορίας ἀσφαλεῖς ἐκ Κωνσταντινουπόλεως ἡ πρώτη μοῖρα τοῦ τουρκικοῦ στόλου συμπληροῦσα τὸν ἐξοπλισμόν της θὰ ἐξέλθῃ καθ᾽ αὐτὰς τῶν Δαρδανελλίων. [1273, 826, 1567, 909]
pope-subheading: Ὁ πάτερ Ἀντώνιος ἐπικουρῶν τοὺς πάσ.— Εὐλύματα καὶ περιθάλψεις συνεχεῖς [653, 334, 944, 365]
article-text: Ἐν Ἡρακλείῳ τῆς Κρήτης παρὴνγγειλεν ὁ Πάπας νὰ διανεμηθῇ βοήθεια καὶ πάσα δυνατὴ περίθαλψις εἰς τοὺς ἐν ἐκείνῃ ἀνάγκῃ εὑρισκομένους Χριστιανοὺς τῆς νήσου. Κατὰ τὴν ἐν Βουβάλ διάκευψιν τοῦ Τουρκικοῦ στόλου ἐνεργεῖται ἡ διανομὴ ἄρτου καὶ ἱματισμοῦ εἰς τοὺς πτωχοὺς ἐκ μέρους τῶν Καθολικῶν. [652, 368, 945, 501]
ad-line: ΡΕΜΠΟΥΜΠΛΙΚΑΙΣ [1350, 1377, 1491, 1398]
brief-item: ⁂ Εἰς τὴν ἐπὶ τῆς ὁδοῦ Πλαπούτα οἰκίαν Θ. Ἀργύρου ἐξερράγη χθὲς πυρκαϊὰ προξενήσασα ἐλαχίστας ζημίας. [963, 749, 1255, 798]
divider [712, 265, 884, 266]
godfather-heading: ΑΝΑΔΟΧΟΣ ΚΑΙ ΑΝΑΔΕΚΤΟΣ [368, 777, 608, 798]
divider [1298, 1528, 1543, 1529]
divider [712, 1137, 884, 1138]
market-row [24, 349, 323, 364]
ad-line: ΕΙΣ ΤΟΥ [1370, 1273, 1471, 1314]
bulgaria-subheading: Φόρος ὑποτελείας [1044, 156, 1175, 172]
divider [401, 124, 573, 125]
control-heading: Ο ΕΛΕΓΧΟΣ [1383, 243, 1457, 260]
market-row [24, 304, 323, 319]
railways-subheading: Πόσοι ἐξ αὐτῶν σταθμοί [399, 1821, 577, 1837]
market-price: 172.— [282, 288, 322, 303]
article-text: — Μετετέθησαν οἱ τηλεγραφικοὶ βοηθοὶ Κ. Οἰκονομίδης καὶ Π. Ρόδιος ἐκ τοῦ καταστήματος Ἀθηνῶν. [652, 1553, 945, 1602]
godfather-subheading: Δῶρον τοῦ Τσάρου πρὸς τὸν Διάδοχον τῆς Βουλγαρίας [351, 800, 625, 831]
austria-subheading: Ἡ τουρκικὴ φρουρὰ Χανίων [696, 995, 901, 1011]
dardanelles-heading: Η ΟΧΥΡΩΣΙΣ ΤΩΝ ΔΑΡΔΑΝΕΛΛΙΩΝ [414, 1016, 561, 1056]
market-security: Ἀδρ. Τουρκίας [171, 333, 259, 348]
fleet-subheading: Ποῦ εὑρίσκεται. — Ἐπιτροπὴ Τουρκοκρητῶν [693, 538, 904, 569]
divider [401, 770, 573, 771]
anarchists-heading: ΚΑΤΑ ΤΩΝ ΑΝΑΡΧΙΚΩΝ [390, 1416, 585, 1437]
article-text: Κατ᾽ εἰδήσεις ἐκ Θεσσαλίας ὁ τουρκικὸς στρατὸς ἤρξατο ὀχυρῶν τὴν Καρδίτσαν, τοὺς Στεφανοσαίους, τὴν ἀκρόπολιν τῶν Τρικκάλων καὶ πλείστας ἄλλας τοποθεσίας διὰ νὰ πολεμικῶν ὀχυρωμάτων. Ἡ ἐκλογὴ τῶν σημείων τούτων ἀποδεικνύει ὅτι πρόκειται περὶ ὀχυρώσεως τῆς γραμμῆς, εἰς ἣν θὰ ὑποχωρήσῃ ὁ τουρκικὸς στρατὸς κατὰ τὴν πρώτην ἐκκένωσιν. [652, 1185, 945, 1336]
article-text: Τοὺς λόγους τούτους τοῦ κ. Κουμουνδούρου, ἰσχυρότερον ἔτι ἀπεδέχθη ὁ κόσμος καὶ ἀρκούμενοι ν᾽ ἀναγινώσκω εἰς τοὺς ὀφθαλμούς του καὶ εἰς τὴν ἀποφασιστικὴν ἔκφρασιν τοῦ προσώπου του τὰς ἐλπίδας τῆς ἐπιτυχίας τοῦ σχεδίου του. [24, 788, 324, 888]
feast-subheading: Ο ΛΟΓΟΣ ΤΟΥ ΣΟΥΛΤΑΝΟΥ [97, 1014, 250, 1030]
wilhelm-heading: Ο ΓΟΥΙΛΙΕΛΜΟΣ ΕΙΣ ΒΟΥΚΟΥΡΕΣΤΙΟΝ [403, 1207, 572, 1248]
article-text: Πρὸς ἐνδεῖξιν εὐχαριστήσεως διὰ τὰς ἀνδραγαθίας σας, ἀπονέμομεν τὰ μετάλλια ταῦτα. Ἡ ἀμοιβὴ δὲ τῆς εὐθύτητος, ἀφοσιώσεως καὶ ἀνδρείας σας ὁ Θεὸς ἂς σᾶς ἀμείψῃ. [24, 1622, 324, 1706]
article-text: Πρὸς τὸν ἡγεμόνα τῆς Βουλγαρίας δεηθέντα τῆς παρὰ τοῦ Σουλτάνου τὴν ἔκδοσιν τῶν πολυθρυλλήτων βερατίων, ὁ ἀρχηγὸς τῶν Μουσουλμάνων ἐδήλωσεν, ὅτι ἦτο ἀδύνατον νὰ πράξῃ τοῦτο πρὸ τῆς ὑπογραφῆς τῆς εἰρήνης μετὰ τῆς Ἑλλάδος. Τὴν ἀναβολὴν ταύτην προέβαλον ὡς ὅρον ἀπὸ μέρους τῶν Πατριαρχείων, εἶτα τὴν ἐνδεχόμενον νὰ ἐπιβραδύνῃ τὴν εἰρήνην. [1273, 968, 1567, 1119]
market-row [24, 334, 323, 349]
market-security: Συν. Ἀγγλίας [171, 303, 253, 318]
proposals-heading: ΑΙ ΝΕΑΙ ΠΡΟΤΑΣΕΙΣ ΤΗΣ ΠΥΛΗΣ [386, 253, 590, 294]
article-text: Κατὰ τινας πληροφορίας ὁ τουρκικὸς στόλος ἐχων ὡς ὁρμητήριον τὰ Βουρλὰ τῆς Σμύρνης, ἐξέδραμε πρὸ τινος μέχρι Χίου. Κατὰ τὴν ἐν Βουβὰλ διάκευψιν τοῦ Τουρκικοῦ στόλου ἐνεφανίσθη ἐνώπιον τοῦ ἀντιναυάρχου Χατζὴ πασσᾶ ἐπιτροπὴ Τουρκοκρητῶν, ἥτις παρεκάλεσεν αὐτὸν ὅπως ὁ τουρκικὸς στόλος καταπλεύσῃ εἰς Κρήτην. [652, 572, 945, 723]
divider [1024, 439, 1196, 440]
turkish-fleet-subheading: Η ΠΡΩΤΗ ΜΟΙΡΑ [1368, 807, 1473, 824]
divider [1298, 1267, 1543, 1268]
market-price: 39.50 [286, 333, 322, 348]
article-text: Αἱ βυζαντιναὶ ἐφημερίδες ἀναγράφουσιν, ὅτι Τοῦρκοι ἀξιωματικοὶ τοῦ μηχανικοῦ ἀρχίζουσιν ἀπὸ τινος εἰς τὴν τοποθέτησιν μεγάλων καὶ ταχυβόλων τορπιλλῶν τηλεβόλων, ἐν ὄψει τοῦ στενοῦ τῶν Δαρδανελλίων ὡς ἀμυντικὰ ἔργα τῶν στενῶν. [342, 1077, 634, 1193]
article-text: Ὁμοίως ἐχορηγήθη ἄδεια συστάσεως ἰδιωτικοῦ σχολείου ἐν Ἀθήναις. [652, 1462, 945, 1495]
article-text: Μετὰ τὴν νέαν ἀξίωσιν τῆς Πύλης ὅπως κρατήσῃ τὸν Βόλον καὶ τὴν Λάρισσαν μέχρις ὁλοκληρωτικῆς τῆς πολεμικῆς ἀποζημιώσεως, τὸ ζήτημα θὰ εἰσέλθῃ εἰς νέαν φάσιν, ἐκδηλοῦται δὲ περὶ αὐτοῦ διαφωνία τῶν Δυνάμεων. [963, 1245, 1255, 1345]
article-text: Ἐπὶ τῆς γραμμῆς δὲ τῶν ἀνατολικῶν σιδηροδρόμων θὰ ἐνισχυθῶσιν οἱ ὑπάρχοντες σταθμοὶ διὰ 2 νέων. [652, 209, 945, 258]
story-title: ΤΟ ΠΕΝΘΟΣ ΑΙΩΝΙΟΝ [1342, 1670, 1498, 1741]
article-text: Ἡ γενικὴ διεύθυνσις τῆς ἀτμοπλοΐας ἑταιρίας Λόϋδ διέταξε τὸν ἐν Κωνσταντινουπόλει πράκτορά της, ὅπως διακανονίσῃ τὰ δρομολόγια τῶν ἐν Ἀνατολῇ τελευταίων ἀτμοπλοίων της κατὰ τοιοῦτον τρόπον, ὥστε ἐν πρώτῃ στιγμῇ νὰ μεταβῶσι πρὸς παραλαβὴν στρατευμάτων καὶ νὰ διευκολυνθῇ ἡ ἐκκένωσις τῆς Θεσσαλίας. [342, 1631, 634, 1765]
divider [712, 945, 884, 946]
article-text: Ἐκ τῶν Δυνάμεων, αἵτινες ἐπολέμησαν καὶ πολεμοῦν τὰς νέας τουρκικὰς προτάσεις, ἀξιοῦσαι τὴν ἐκκένωσιν πάσης τῆς ἐντεῦθεν τοῦ Πηνειοῦ χώρας ἀμέσως μετὰ τὴν ὑπογραφὴν τῆς προκαταρκτικῆς εἰρήνης, ἡ Ἀγγλία εἶνε ἡ πλέον ἐκδηλοῦσα τὴν δυσαρέσκειάν της. [963, 1473, 1255, 1607]
